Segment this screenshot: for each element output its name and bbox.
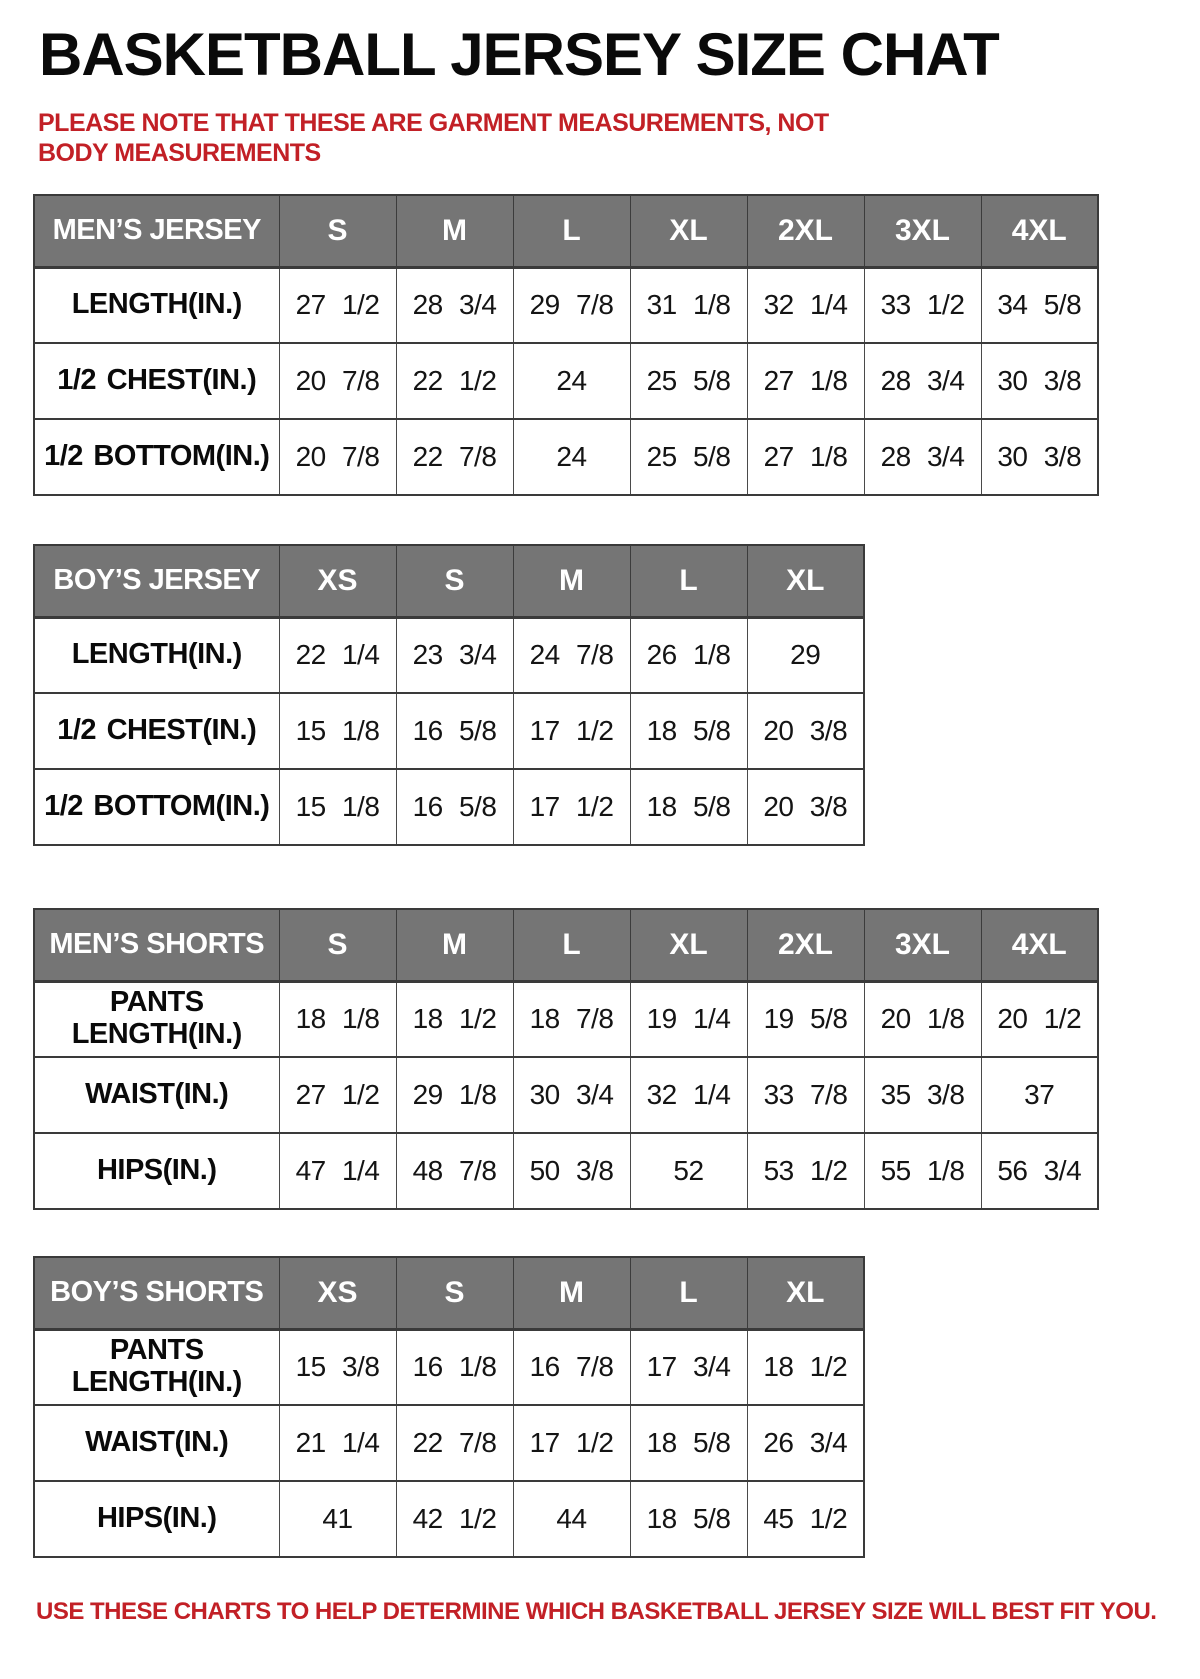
- size-value-cell: 56 3/4: [981, 1133, 1098, 1209]
- size-value-cell: 18 1/8: [279, 981, 396, 1057]
- mens-jersey-row: [34, 267, 1098, 343]
- boys-jersey-size-header-cell: L: [630, 545, 747, 617]
- boys-jersey-size-header-cell: XS: [279, 545, 396, 617]
- size-value-cell: 20 1/2: [981, 981, 1098, 1057]
- page-title: BASKETBALL JERSEY SIZE CHAT: [39, 21, 999, 88]
- size-value-cell: 30 3/8: [981, 343, 1098, 419]
- size-value-cell: 20 7/8: [279, 419, 396, 495]
- size-value-cell: 23 3/4: [396, 617, 513, 693]
- size-value-cell: 25 5/8: [630, 419, 747, 495]
- size-value-cell: 17 1/2: [513, 769, 630, 845]
- mens-jersey-size-header-cell: 4XL: [981, 195, 1098, 267]
- size-value-cell: 45 1/2: [747, 1481, 864, 1557]
- mens-shorts-size-header-cell: S: [279, 909, 396, 981]
- size-value-cell: 47 1/4: [279, 1133, 396, 1209]
- size-value-cell: 18 1/2: [396, 981, 513, 1057]
- size-value-cell: 22 1/4: [279, 617, 396, 693]
- row-label-cell: WAIST(IN.): [34, 1405, 279, 1481]
- size-value-cell: 37: [981, 1057, 1098, 1133]
- size-value-cell: 30 3/8: [981, 419, 1098, 495]
- size-value-cell: 17 1/2: [513, 1405, 630, 1481]
- boys-shorts-size-header-cell: L: [630, 1257, 747, 1329]
- row-label-cell: 1/2 BOTTOM(IN.): [34, 419, 279, 495]
- size-value-cell: 18 1/2: [747, 1329, 864, 1405]
- size-value-cell: 17 1/2: [513, 693, 630, 769]
- size-value-cell: 41: [279, 1481, 396, 1557]
- size-value-cell: 15 1/8: [279, 769, 396, 845]
- size-value-cell: 26 3/4: [747, 1405, 864, 1481]
- size-value-cell: 16 1/8: [396, 1329, 513, 1405]
- size-value-cell: 27 1/2: [279, 1057, 396, 1133]
- boys-jersey-row: [34, 693, 864, 769]
- boys-jersey-table: [33, 544, 865, 846]
- mens-shorts-row: [34, 1133, 1098, 1209]
- row-label-cell: WAIST(IN.): [34, 1057, 279, 1133]
- mens-jersey-header-row: [34, 195, 1098, 267]
- boys-shorts-size-header-cell: M: [513, 1257, 630, 1329]
- row-label-cell: 1/2 BOTTOM(IN.): [34, 769, 279, 845]
- boys-jersey-header-row: [34, 545, 864, 617]
- garment-measurements-note: PLEASE NOTE THAT THESE ARE GARMENT MEASUREMENTS, NOT BODY MEASUREMENTS: [38, 109, 829, 167]
- mens-jersey-size-header-cell: XL: [630, 195, 747, 267]
- boys-shorts-table: [33, 1256, 865, 1558]
- size-value-cell: 52: [630, 1133, 747, 1209]
- mens-jersey-size-header-cell: 2XL: [747, 195, 864, 267]
- size-value-cell: 18 7/8: [513, 981, 630, 1057]
- mens-jersey-title-cell: MEN’S JERSEY: [34, 195, 279, 267]
- size-value-cell: 22 1/2: [396, 343, 513, 419]
- size-value-cell: 42 1/2: [396, 1481, 513, 1557]
- size-value-cell: 29 1/8: [396, 1057, 513, 1133]
- mens-jersey-table: [33, 194, 1099, 496]
- mens-jersey-row: [34, 419, 1098, 495]
- mens-shorts-header-row: [34, 909, 1098, 981]
- boys-shorts-row: [34, 1405, 864, 1481]
- size-value-cell: 34 5/8: [981, 267, 1098, 343]
- size-value-cell: 44: [513, 1481, 630, 1557]
- size-value-cell: 35 3/8: [864, 1057, 981, 1133]
- boys-shorts-row: [34, 1481, 864, 1557]
- boys-jersey-title-cell: BOY’S JERSEY: [34, 545, 279, 617]
- size-value-cell: 55 1/8: [864, 1133, 981, 1209]
- mens-jersey-row: [34, 343, 1098, 419]
- size-value-cell: 17 3/4: [630, 1329, 747, 1405]
- mens-shorts-row: [34, 1057, 1098, 1133]
- best-fit-note: USE THESE CHARTS TO HELP DETERMINE WHICH BASKETBALL JERSEY SIZE WILL BEST FIT YOU.: [36, 1598, 1157, 1625]
- size-value-cell: 28 3/4: [396, 267, 513, 343]
- size-value-cell: 28 3/4: [864, 343, 981, 419]
- mens-shorts-table: [33, 908, 1099, 1210]
- boys-shorts-title-cell: BOY’S SHORTS: [34, 1257, 279, 1329]
- boys-shorts-header-row: [34, 1257, 864, 1329]
- size-value-cell: 21 1/4: [279, 1405, 396, 1481]
- boys-shorts-row: [34, 1329, 864, 1405]
- row-label-cell: PANTS LENGTH(IN.): [34, 981, 279, 1057]
- size-value-cell: 27 1/8: [747, 419, 864, 495]
- size-value-cell: 26 1/8: [630, 617, 747, 693]
- size-value-cell: 32 1/4: [630, 1057, 747, 1133]
- boys-jersey-row: [34, 769, 864, 845]
- boys-jersey-size-header-cell: S: [396, 545, 513, 617]
- mens-shorts-title-cell: MEN’S SHORTS: [34, 909, 279, 981]
- mens-shorts-size-header-cell: 3XL: [864, 909, 981, 981]
- size-value-cell: 24: [513, 419, 630, 495]
- size-value-cell: 16 5/8: [396, 693, 513, 769]
- mens-jersey-size-header-cell: 3XL: [864, 195, 981, 267]
- row-label-cell: LENGTH(IN.): [34, 617, 279, 693]
- size-value-cell: 30 3/4: [513, 1057, 630, 1133]
- size-value-cell: 16 5/8: [396, 769, 513, 845]
- size-value-cell: 19 1/4: [630, 981, 747, 1057]
- size-value-cell: 18 5/8: [630, 1405, 747, 1481]
- size-value-cell: 53 1/2: [747, 1133, 864, 1209]
- mens-shorts-size-header-cell: XL: [630, 909, 747, 981]
- row-label-cell: HIPS(IN.): [34, 1133, 279, 1209]
- mens-shorts-size-header-cell: L: [513, 909, 630, 981]
- size-value-cell: 20 3/8: [747, 693, 864, 769]
- boys-jersey-size-header-cell: XL: [747, 545, 864, 617]
- size-value-cell: 24: [513, 343, 630, 419]
- size-value-cell: 29: [747, 617, 864, 693]
- boys-jersey-row: [34, 617, 864, 693]
- size-value-cell: 25 5/8: [630, 343, 747, 419]
- row-label-cell: HIPS(IN.): [34, 1481, 279, 1557]
- size-value-cell: 27 1/8: [747, 343, 864, 419]
- mens-shorts-size-header-cell: 4XL: [981, 909, 1098, 981]
- boys-jersey-size-header-cell: M: [513, 545, 630, 617]
- size-value-cell: 48 7/8: [396, 1133, 513, 1209]
- boys-shorts-size-header-cell: S: [396, 1257, 513, 1329]
- mens-jersey-size-header-cell: L: [513, 195, 630, 267]
- mens-shorts-size-header-cell: 2XL: [747, 909, 864, 981]
- mens-shorts-size-header-cell: M: [396, 909, 513, 981]
- size-value-cell: 50 3/8: [513, 1133, 630, 1209]
- boys-shorts-size-header-cell: XS: [279, 1257, 396, 1329]
- size-value-cell: 15 1/8: [279, 693, 396, 769]
- size-value-cell: 33 7/8: [747, 1057, 864, 1133]
- size-value-cell: 22 7/8: [396, 419, 513, 495]
- row-label-cell: PANTS LENGTH(IN.): [34, 1329, 279, 1405]
- size-value-cell: 18 5/8: [630, 693, 747, 769]
- mens-shorts-row: [34, 981, 1098, 1057]
- size-value-cell: 22 7/8: [396, 1405, 513, 1481]
- size-value-cell: 32 1/4: [747, 267, 864, 343]
- size-value-cell: 24 7/8: [513, 617, 630, 693]
- size-value-cell: 15 3/8: [279, 1329, 396, 1405]
- size-value-cell: 33 1/2: [864, 267, 981, 343]
- size-value-cell: 20 3/8: [747, 769, 864, 845]
- mens-jersey-size-header-cell: M: [396, 195, 513, 267]
- size-value-cell: 28 3/4: [864, 419, 981, 495]
- row-label-cell: 1/2 CHEST(IN.): [34, 693, 279, 769]
- size-value-cell: 20 1/8: [864, 981, 981, 1057]
- size-value-cell: 27 1/2: [279, 267, 396, 343]
- row-label-cell: LENGTH(IN.): [34, 267, 279, 343]
- size-value-cell: 19 5/8: [747, 981, 864, 1057]
- size-value-cell: 31 1/8: [630, 267, 747, 343]
- size-value-cell: 18 5/8: [630, 769, 747, 845]
- size-value-cell: 20 7/8: [279, 343, 396, 419]
- size-value-cell: 18 5/8: [630, 1481, 747, 1557]
- boys-shorts-size-header-cell: XL: [747, 1257, 864, 1329]
- mens-jersey-size-header-cell: S: [279, 195, 396, 267]
- size-value-cell: 16 7/8: [513, 1329, 630, 1405]
- row-label-cell: 1/2 CHEST(IN.): [34, 343, 279, 419]
- size-value-cell: 29 7/8: [513, 267, 630, 343]
